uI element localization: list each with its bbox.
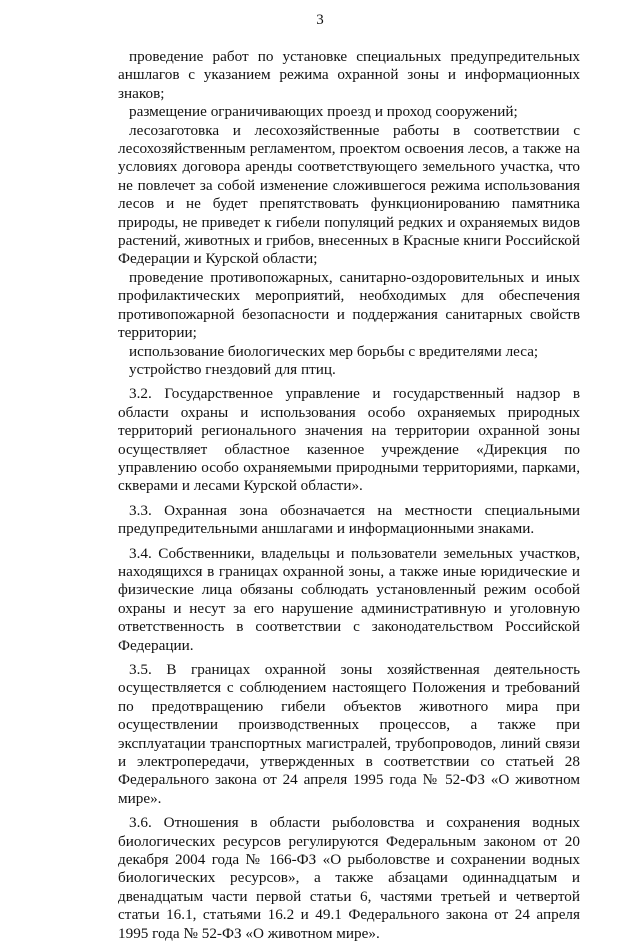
paragraph-warning-signs: проведение работ по установке специальных предупредительных аншлагов с указанием режима охранной зоны и информационных знаков; [118,48,580,102]
document-body [118,48,580,943]
paragraph-3-2: 3.2. Государственное управление и государственный надзор в области охраны и использования особо охраняемых природных территорий регионального значения на территории охранной зоны осуществляет областное казенное учреждение «Дирекция по управлению особо охраняемыми природными территориями, парками, скверами и лесами Курской области». [118,385,580,495]
paragraph-fire-prevention: проведение противопожарных, санитарно-оздоровительных и иных профилактических мероприятий, необходимых для обеспечения противопожарной безопасности и поддержания санитарных свойств территории; [118,268,580,342]
paragraph-3-3: 3.3. Охранная зона обозначается на местности специальными предупредительными аншлагами и информационными знаками. [118,501,580,538]
page-number: 3 [316,12,324,28]
paragraph-bird-nests: устройство гнездовий для птиц. [129,360,336,378]
paragraph-3-6: 3.6. Отношения в области рыболовства и сохранения водных биологических ресурсов регулируются Федеральным законом от 20 декабря 2004 года № 166-ФЗ «О рыболовстве и сохранении водных биологических ресурсов», а также абзацами одиннадцатым и двенадцатым части первой статьи 6, частями третьей и четвертой статьи 16.1, статьями 16.2 и 49.1 Федерального закона от 24 апреля 1995 года № 52-ФЗ «О животном мире». [118,814,580,942]
paragraph-pest-control: использование биологических мер борьбы с вредителями леса; [129,342,539,360]
paragraph-logging: лесозаготовка и лесохозяйственные работы в соответствии с лесохозяйственным регламентом, проектом освоения лесов, а также на условиях договора аренды соответствующего земельного участка, что не повлечет за собой изменение сложившегося режима использования лесов и не будет препятствовать функционированию памятника природы, не приведет к гибели популяций редких и охраняемых видов растений, животных и грибов, внесенных в Красные книги Российской Федерации и Курской области; [118,121,580,268]
paragraph-3-5: 3.5. В границах охранной зоны хозяйственная деятельность осуществляется с соблюдением настоящего Положения и требований по предотвращению гибели объектов животного мира при осуществлении производственных процессов, а также при эксплуатации транспортных магистралей, трубопроводов, линий связи и электропередачи, утвержденных в соответствии со статьей 28 Федерального закона от 24 апреля 1995 года № 52-ФЗ «О животном мире». [118,661,580,807]
paragraph-barriers: размещение ограничивающих проезд и проход сооружений; [129,103,518,121]
paragraph-3-4: 3.4. Собственники, владельцы и пользователи земельных участков, находящихся в границах охранной зоны, а также иные юридические и физические лица обязаны соблюдать установленный режим особой охраны и несут за его нарушение административную и уголовную ответственность в соответствии с законодательством Российской Федерации. [118,544,580,654]
